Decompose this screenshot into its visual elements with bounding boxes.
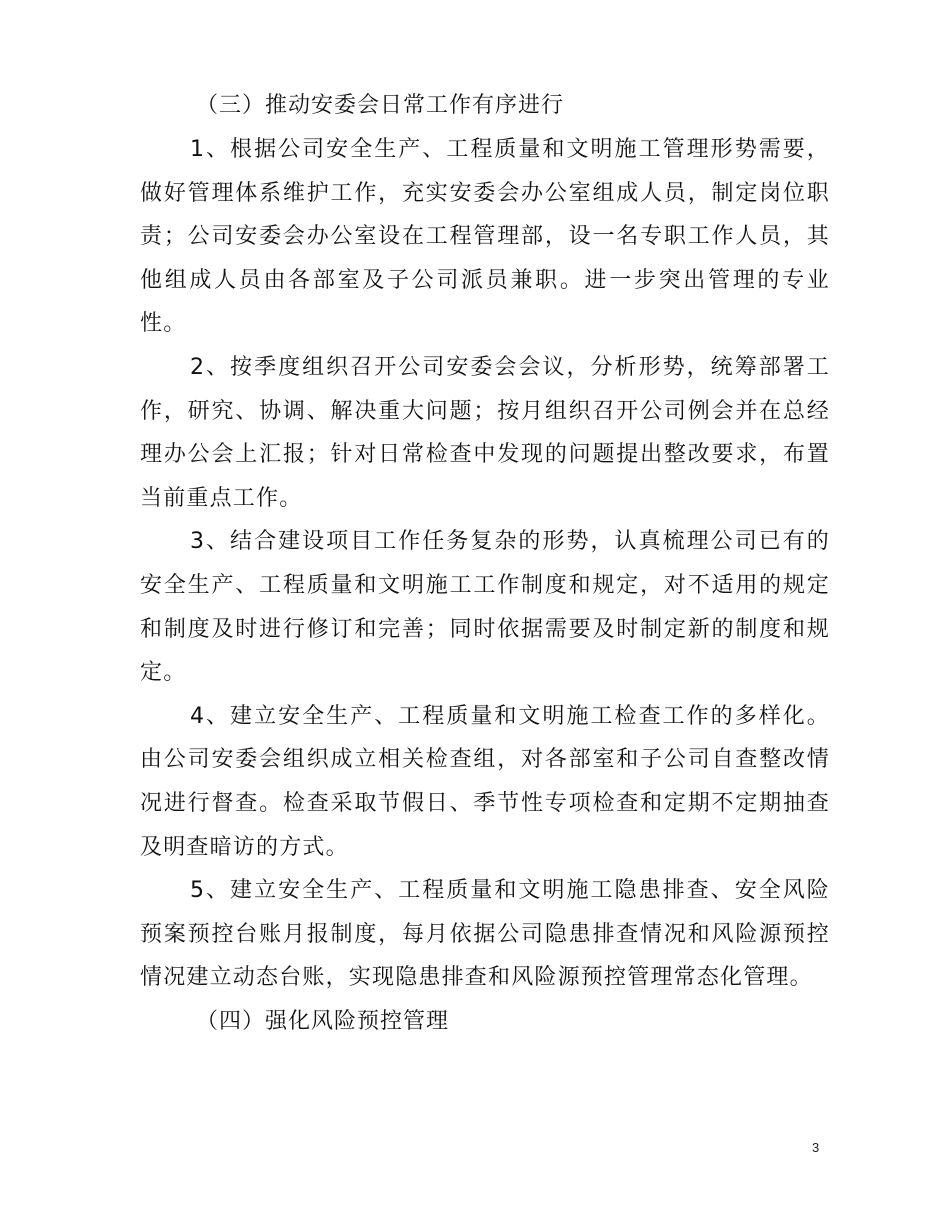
paragraph-3: 3、结合建设项目工作任务复杂的形势，认真梳理公司已有的安全生产、工程质量和文明施工工作制度和规定，对不适用的规定和制度及时进行修订和完善；同时依据需要及时制定新的制度和规定。: [140, 529, 830, 686]
paragraph-5: 5、建立安全生产、工程质量和文明施工隐患排查、安全风险预案预控台账月报制度，每月依据公司隐患排查情况和风险源预控情况建立动态台账，实现隐患排查和风险源预控管理常态化管理。: [140, 878, 830, 991]
section-heading-3: （三）推动安委会日常工作有序进行: [196, 93, 565, 118]
page-number: 3: [812, 1140, 820, 1155]
paragraph-2: 2、按季度组织召开公司安委会会议，分析形势，统筹部署工作，研究、协调、解决重大问题；按月组织召开公司例会并在总经理办公会上汇报；针对日常检查中发现的问题提出整改要求，布置当前重点工作。: [140, 354, 830, 511]
document-body: [140, 84, 830, 1044]
paragraph-4: 4、建立安全生产、工程质量和文明施工检查工作的多样化。由公司安委会组织成立相关检查组，对各部室和子公司自查整改情况进行督查。检查采取节假日、季节性专项检查和定期不定期抽查及明查暗访的方式。: [140, 703, 830, 860]
section-heading-4: （四）强化风险预控管理: [196, 1008, 450, 1034]
paragraph-1: 1、根据公司安全生产、工程质量和文明施工管理形势需要，做好管理体系维护工作，充实安委会办公室组成人员，制定岗位职责；公司安委会办公室设在工程管理部，设一名专职工作人员，其他组成人员由各部室及子公司派员兼职。进一步突出管理的专业性。: [140, 137, 830, 337]
